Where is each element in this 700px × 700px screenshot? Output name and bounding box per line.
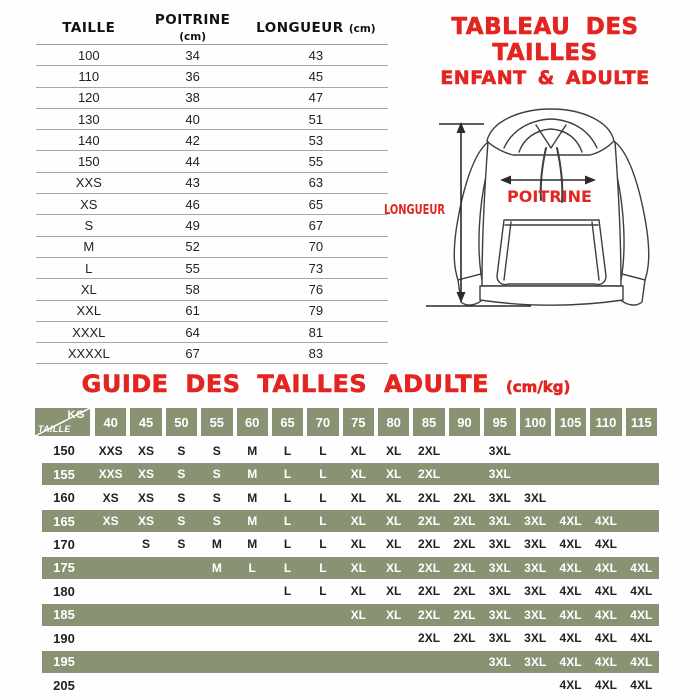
guide-size-cell: 2XL (453, 560, 476, 575)
guide-size-cell: 3XL (488, 560, 511, 575)
guide-size-cell: 2XL (453, 514, 476, 529)
guide-size-cell: L (283, 584, 292, 599)
guide-row (35, 439, 659, 462)
guide-title-unit: (cm/kg) (505, 378, 571, 396)
height-label: 170 (53, 536, 75, 552)
guide-size-cell: 3XL (488, 467, 511, 482)
guide-size-cell: 4XL (559, 560, 582, 575)
height-label: 165 (53, 513, 75, 529)
size-table-cell: 120 (36, 87, 142, 108)
guide-size-cell: XL (386, 467, 402, 482)
size-table-row (36, 321, 388, 342)
size-table-cell: XXXL (36, 321, 142, 342)
size-table-cell: 53 (244, 130, 388, 151)
guide-size-cell: 4XL (559, 654, 582, 669)
height-label: 155 (53, 466, 75, 482)
height-label: 150 (53, 443, 75, 459)
size-table-cell: L (36, 257, 142, 278)
guide-size-cell: 2XL (418, 443, 441, 458)
guide-size-cell: M (211, 537, 222, 552)
guide-size-cell: L (319, 490, 327, 505)
size-table-row (36, 108, 388, 129)
guide-size-cell: XS (138, 490, 155, 505)
size-table-cell: 42 (142, 130, 244, 151)
guide-size-cell: XL (386, 560, 402, 575)
guide-size-cell: 3XL (488, 607, 511, 622)
page-title-line2: ENFANT & ADULTE (440, 66, 650, 89)
guide-row (35, 580, 659, 603)
guide-size-cell: 4XL (594, 537, 617, 552)
guide-size-cell: 3XL (524, 607, 547, 622)
size-table-cell: XXL (36, 300, 142, 321)
guide-size-cell: XL (350, 514, 366, 529)
size-table-row (36, 130, 388, 151)
guide-size-cell: 4XL (594, 631, 617, 646)
size-table-cell: 51 (244, 108, 388, 129)
weight-header-cell: 100 (520, 408, 551, 436)
size-table-row (36, 172, 388, 193)
guide-size-cell: L (283, 490, 292, 505)
guide-size-cell: 2XL (418, 631, 441, 646)
guide-size-cell: L (283, 467, 292, 482)
guide-size-cell: 4XL (630, 584, 653, 599)
guide-size-cell: XS (138, 443, 155, 458)
size-table-row (36, 66, 388, 87)
guide-size-cell: 3XL (488, 443, 511, 458)
guide-size-cell: XL (386, 443, 402, 458)
guide-size-cell: 4XL (594, 514, 617, 529)
guide-row (35, 462, 659, 485)
height-label: 195 (53, 654, 75, 670)
guide-size-cell: 4XL (559, 631, 582, 646)
guide-size-cell: 4XL (594, 678, 617, 693)
guide-size-cell: 2XL (453, 584, 476, 599)
height-label: 190 (53, 630, 75, 646)
size-table-cell: 55 (142, 257, 244, 278)
guide-size-cell: 4XL (559, 607, 582, 622)
size-table-row (36, 215, 388, 236)
guide-row (35, 627, 659, 650)
guide-size-cell: 2XL (453, 607, 476, 622)
height-label: 160 (53, 490, 75, 506)
guide-size-cell: 4XL (559, 537, 582, 552)
size-column-header: TAILLE (36, 12, 142, 45)
guide-size-cell: 2XL (418, 560, 441, 575)
guide-size-cell: L (248, 560, 256, 575)
guide-size-cell: XS (138, 514, 155, 529)
guide-size-cell: M (247, 467, 258, 482)
size-table-cell: 130 (36, 108, 142, 129)
corner-taille-label: TAILLE (38, 424, 71, 434)
size-table-cell: 79 (244, 300, 388, 321)
kg-taille-corner-cell (35, 408, 90, 436)
guide-size-cell: 2XL (418, 607, 441, 622)
weight-header-cell: 75 (343, 408, 374, 436)
guide-size-cell: S (177, 467, 186, 482)
size-table-cell: XL (36, 279, 142, 300)
page-title-line1: TABLEAU DES TAILLES (451, 14, 639, 67)
guide-size-cell: 3XL (488, 631, 511, 646)
size-table-cell: 67 (142, 343, 244, 364)
guide-size-cell: 2XL (453, 631, 476, 646)
guide-size-cell: M (211, 560, 222, 575)
guide-size-cell: 3XL (524, 584, 547, 599)
guide-size-cell: XL (350, 537, 366, 552)
adult-size-guide-table (35, 407, 659, 697)
hoodie-drawing-icon (383, 96, 690, 338)
guide-size-cell: S (142, 537, 151, 552)
weight-header-cell: 60 (237, 408, 268, 436)
guide-size-cell: 3XL (524, 654, 547, 669)
size-table-cell: 63 (244, 172, 388, 193)
size-table-cell: 76 (244, 279, 388, 300)
size-table-cell: 81 (244, 321, 388, 342)
size-column-unit: (cm) (179, 31, 207, 43)
size-table-cell: S (36, 215, 142, 236)
size-table-cell: XXXXL (36, 343, 142, 364)
size-table-cell: 44 (142, 151, 244, 172)
guide-size-cell: XL (386, 537, 402, 552)
guide-size-cell: XS (102, 514, 119, 529)
size-table-cell: XXS (36, 172, 142, 193)
guide-size-cell: M (247, 443, 258, 458)
size-table-body (36, 45, 388, 364)
guide-size-cell: XL (386, 514, 402, 529)
weight-header-cell: 115 (626, 408, 657, 436)
guide-row (35, 673, 659, 696)
size-table-cell: 43 (142, 172, 244, 193)
guide-row (35, 509, 659, 532)
size-table-row (36, 279, 388, 300)
guide-size-cell: XXS (98, 443, 123, 458)
guide-size-cell: L (319, 584, 327, 599)
guide-size-cell: XXS (98, 467, 123, 482)
size-table-cell: 110 (36, 66, 142, 87)
guide-size-cell: 3XL (488, 490, 511, 505)
guide-size-cell: 3XL (524, 537, 547, 552)
guide-size-cell: S (177, 490, 186, 505)
size-column-unit: (cm) (348, 23, 376, 35)
size-table-cell: 45 (244, 66, 388, 87)
size-table-cell: XS (36, 194, 142, 215)
size-table-cell: 64 (142, 321, 244, 342)
size-table-cell: 38 (142, 87, 244, 108)
height-label: 175 (53, 560, 75, 576)
guide-size-cell: 4XL (630, 560, 653, 575)
height-label: 185 (53, 607, 75, 623)
guide-title (0, 370, 652, 398)
weight-header-cell: 45 (130, 408, 161, 436)
weight-header-cell: 105 (555, 408, 586, 436)
weight-header-cell: 110 (590, 408, 621, 436)
guide-size-cell: 3XL (524, 560, 547, 575)
guide-size-cell: 3XL (524, 631, 547, 646)
guide-size-cell: M (247, 514, 258, 529)
weight-header-cell: 95 (484, 408, 515, 436)
guide-size-cell: S (212, 514, 221, 529)
guide-size-cell: M (247, 490, 258, 505)
guide-size-cell: 4XL (630, 631, 653, 646)
size-table-cell: 55 (244, 151, 388, 172)
guide-size-cell: 3XL (488, 654, 511, 669)
size-column-header: POITRINE (cm) (142, 12, 244, 45)
size-table-cell: 140 (36, 130, 142, 151)
size-table-row (36, 194, 388, 215)
guide-size-cell: 4XL (594, 607, 617, 622)
guide-size-cell: 4XL (559, 584, 582, 599)
guide-size-cell: XS (102, 490, 119, 505)
guide-size-cell: XL (350, 443, 366, 458)
guide-size-cell: S (212, 467, 221, 482)
size-table-cell: 83 (244, 343, 388, 364)
poitrine-label: POITRINE (507, 187, 592, 206)
page-title (392, 14, 698, 90)
size-table-cell: 67 (244, 215, 388, 236)
size-table-row (36, 87, 388, 108)
guide-size-cell: 2XL (453, 537, 476, 552)
guide-size-cell: XL (350, 584, 366, 599)
weight-header-cell: 80 (378, 408, 409, 436)
guide-size-cell: L (319, 514, 327, 529)
guide-size-cell: XL (350, 607, 366, 622)
guide-size-cell: L (319, 443, 327, 458)
guide-size-cell: 2XL (418, 584, 441, 599)
guide-row (35, 533, 659, 556)
guide-size-cell: 3XL (524, 514, 547, 529)
size-table-cell: 47 (244, 87, 388, 108)
guide-size-cell: 2XL (418, 537, 441, 552)
longueur-label: LONGUEUR (384, 202, 446, 218)
guide-row (35, 650, 659, 673)
guide-size-cell: M (247, 537, 258, 552)
weight-header-cell: 85 (413, 408, 444, 436)
guide-size-cell: S (212, 490, 221, 505)
guide-size-cell: 4XL (630, 678, 653, 693)
guide-size-cell: 2XL (418, 490, 441, 505)
size-measurement-table (36, 12, 388, 364)
size-table-header-row (36, 12, 388, 45)
height-label: 205 (53, 677, 75, 693)
size-table-cell: 58 (142, 279, 244, 300)
size-table-cell: 61 (142, 300, 244, 321)
weight-header-cell: 65 (272, 408, 303, 436)
guide-size-cell: 4XL (630, 654, 653, 669)
guide-size-cell: L (283, 514, 292, 529)
size-table-row (36, 45, 388, 66)
weight-header-cell: 90 (449, 408, 480, 436)
guide-title-text: GUIDE DES TAILLES ADULTE (81, 370, 490, 398)
guide-size-cell: L (283, 443, 292, 458)
size-table-cell: M (36, 236, 142, 257)
hoodie-pocket (497, 220, 606, 285)
height-label: 180 (53, 583, 75, 599)
guide-size-cell: 3XL (488, 537, 511, 552)
guide-size-cell: XL (386, 490, 402, 505)
guide-size-cell: 3XL (488, 514, 511, 529)
guide-size-cell: 3XL (488, 584, 511, 599)
guide-weight-header (35, 407, 659, 437)
guide-size-cell: L (319, 560, 327, 575)
guide-size-cell: XL (350, 490, 366, 505)
size-table-cell: 43 (244, 45, 388, 66)
guide-size-cell: XL (386, 584, 402, 599)
corner-kg-label: KG (67, 409, 85, 421)
size-table-cell: 34 (142, 45, 244, 66)
guide-row (35, 556, 659, 579)
weight-header-cell: 50 (166, 408, 197, 436)
guide-size-cell: 4XL (559, 678, 582, 693)
guide-size-cell: 4XL (594, 654, 617, 669)
guide-size-cell: 2XL (418, 467, 441, 482)
size-table-cell: 49 (142, 215, 244, 236)
guide-size-cell: 4XL (559, 514, 582, 529)
guide-size-cell: S (177, 443, 186, 458)
guide-size-cell: 4XL (630, 607, 653, 622)
guide-size-cell: XL (350, 560, 366, 575)
size-column-header: LONGUEUR (cm) (244, 12, 388, 45)
guide-size-cell: 4XL (594, 560, 617, 575)
guide-size-cell: 4XL (594, 584, 617, 599)
guide-size-cell: XL (386, 607, 402, 622)
hoodie-measurement-diagram (383, 96, 690, 338)
size-table-cell: 100 (36, 45, 142, 66)
guide-size-cell: S (177, 514, 186, 529)
guide-size-cell: S (177, 537, 186, 552)
guide-row (35, 486, 659, 509)
guide-size-cell: 2XL (418, 514, 441, 529)
weight-header-cell: 40 (95, 408, 126, 436)
size-table-cell: 150 (36, 151, 142, 172)
guide-size-cell: S (212, 443, 221, 458)
hoodie-hem (480, 286, 623, 305)
guide-size-cell: L (319, 537, 327, 552)
weight-header-cell: 70 (307, 408, 338, 436)
size-table-cell: 46 (142, 194, 244, 215)
guide-size-cell: L (319, 467, 327, 482)
size-table-row (36, 257, 388, 278)
size-table-row (36, 343, 388, 364)
size-table-row (36, 236, 388, 257)
size-table-row (36, 300, 388, 321)
guide-size-cell: XL (350, 467, 366, 482)
size-table-cell: 40 (142, 108, 244, 129)
size-table-cell: 36 (142, 66, 244, 87)
size-table-cell: 70 (244, 236, 388, 257)
size-table-cell: 52 (142, 236, 244, 257)
guide-size-cell: L (283, 560, 292, 575)
size-table-row (36, 151, 388, 172)
weight-header-cell: 55 (201, 408, 232, 436)
guide-size-cell: 3XL (524, 490, 547, 505)
guide-size-cell: 2XL (453, 490, 476, 505)
guide-size-cell: XS (138, 467, 155, 482)
guide-size-cell: L (283, 537, 292, 552)
size-table-cell: 65 (244, 194, 388, 215)
size-table-cell: 73 (244, 257, 388, 278)
guide-body (35, 439, 659, 697)
guide-row (35, 603, 659, 626)
